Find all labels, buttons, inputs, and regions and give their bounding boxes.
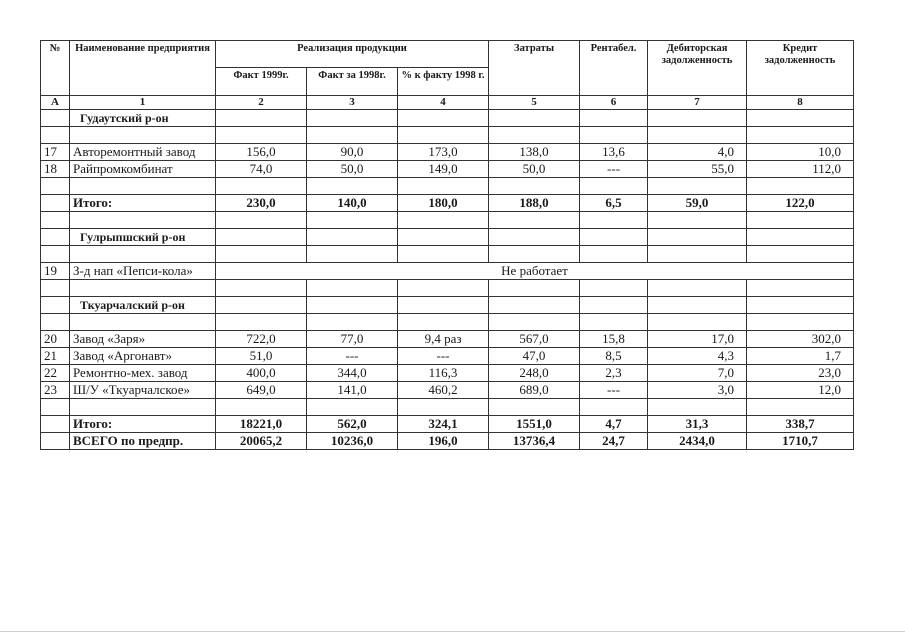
value-cell: 1,7 [747, 348, 854, 365]
value-cell: 15,8 [580, 331, 648, 348]
empty-cell [307, 212, 398, 229]
empty-cell [41, 127, 70, 144]
column-index-cell: 1 [70, 96, 216, 110]
total-label: Итого: [70, 195, 216, 212]
value-cell: 3,0 [648, 382, 747, 399]
col-fact1999-header: Факт 1999г. [216, 68, 307, 96]
report-table [40, 40, 854, 450]
value-cell: 59,0 [648, 195, 747, 212]
header-row-1 [41, 41, 854, 68]
row-number: 21 [41, 348, 70, 365]
column-index-cell: 4 [398, 96, 489, 110]
value-cell: 8,5 [580, 348, 648, 365]
value-cell: 2,3 [580, 365, 648, 382]
empty-cell [307, 127, 398, 144]
empty-cell [398, 246, 489, 263]
empty-cell [307, 229, 398, 246]
value-cell: 2434,0 [648, 433, 747, 450]
empty-cell [216, 399, 307, 416]
value-cell: 248,0 [489, 365, 580, 382]
empty-cell [580, 110, 648, 127]
value-cell: --- [580, 382, 648, 399]
value-cell: 338,7 [747, 416, 854, 433]
value-cell: 1551,0 [489, 416, 580, 433]
section-row [41, 110, 854, 127]
empty-cell [489, 399, 580, 416]
empty-cell [489, 297, 580, 314]
status-note: Не работает [216, 263, 854, 280]
empty-cell [398, 110, 489, 127]
empty-cell [216, 110, 307, 127]
value-cell: 188,0 [489, 195, 580, 212]
value-cell: 13736,4 [489, 433, 580, 450]
empty-cell [41, 229, 70, 246]
column-index-cell: 6 [580, 96, 648, 110]
value-cell: 9,4 раз [398, 331, 489, 348]
empty-cell [747, 314, 854, 331]
value-cell: --- [307, 348, 398, 365]
value-cell: 55,0 [648, 161, 747, 178]
total-row [41, 433, 854, 450]
empty-cell [747, 229, 854, 246]
section-name: Гудаутский р-он [70, 110, 216, 127]
blank-row [41, 246, 854, 263]
value-cell: 4,0 [648, 144, 747, 161]
page-edge [0, 631, 905, 632]
value-cell: 18221,0 [216, 416, 307, 433]
empty-cell [648, 212, 747, 229]
empty-cell [747, 246, 854, 263]
blank-row [41, 399, 854, 416]
empty-cell [70, 246, 216, 263]
col-debit-header: Дебиторская задолженность [648, 41, 747, 96]
enterprise-name: З-д нап «Пепси-кола» [70, 263, 216, 280]
table-row [41, 365, 854, 382]
value-cell: 20065,2 [216, 433, 307, 450]
table-row [41, 161, 854, 178]
empty-cell [41, 246, 70, 263]
empty-cell [216, 212, 307, 229]
enterprise-name: Ремонтно-мех. завод [70, 365, 216, 382]
total-label: ВСЕГО по предпр. [70, 433, 216, 450]
empty-cell [70, 399, 216, 416]
total-row [41, 195, 854, 212]
blank-row [41, 127, 854, 144]
col-costs-header: Затраты [489, 41, 580, 96]
column-index-cell: 7 [648, 96, 747, 110]
value-cell: 13,6 [580, 144, 648, 161]
value-cell: 10,0 [747, 144, 854, 161]
empty-cell [398, 280, 489, 297]
empty-cell [398, 399, 489, 416]
empty-cell [398, 212, 489, 229]
value-cell: 31,3 [648, 416, 747, 433]
empty-cell [580, 246, 648, 263]
value-cell: 460,2 [398, 382, 489, 399]
value-cell: 10236,0 [307, 433, 398, 450]
value-cell: 112,0 [747, 161, 854, 178]
value-cell: 77,0 [307, 331, 398, 348]
empty-cell [216, 229, 307, 246]
total-label: Итого: [70, 416, 216, 433]
empty-cell [41, 399, 70, 416]
empty-cell [398, 297, 489, 314]
value-cell: 689,0 [489, 382, 580, 399]
value-cell: 122,0 [747, 195, 854, 212]
empty-cell [747, 110, 854, 127]
section-row [41, 229, 854, 246]
empty-cell [648, 314, 747, 331]
empty-cell [747, 127, 854, 144]
value-cell: 138,0 [489, 144, 580, 161]
empty-cell [307, 314, 398, 331]
empty-cell [580, 314, 648, 331]
empty-cell [648, 110, 747, 127]
column-index-cell: 3 [307, 96, 398, 110]
enterprise-name: Ш/У «Ткуарчалское» [70, 382, 216, 399]
enterprise-name: Завод «Заря» [70, 331, 216, 348]
empty-cell [70, 314, 216, 331]
value-cell: 47,0 [489, 348, 580, 365]
empty-cell [41, 297, 70, 314]
blank-row [41, 314, 854, 331]
empty-cell [489, 127, 580, 144]
empty-cell [489, 110, 580, 127]
row-number [41, 195, 70, 212]
row-number [41, 433, 70, 450]
col-profit-header: Рентабел. [580, 41, 648, 96]
value-cell: 90,0 [307, 144, 398, 161]
empty-cell [216, 178, 307, 195]
empty-cell [216, 280, 307, 297]
value-cell: 141,0 [307, 382, 398, 399]
value-cell: 400,0 [216, 365, 307, 382]
col-fact1998-header: Факт за 1998г. [307, 68, 398, 96]
empty-cell [398, 178, 489, 195]
empty-cell [398, 314, 489, 331]
value-cell: 140,0 [307, 195, 398, 212]
col-no-header: № [41, 41, 70, 96]
value-cell: 24,7 [580, 433, 648, 450]
column-index-cell: 5 [489, 96, 580, 110]
empty-cell [489, 178, 580, 195]
empty-cell [216, 246, 307, 263]
empty-cell [580, 178, 648, 195]
empty-cell [747, 280, 854, 297]
value-cell: 50,0 [307, 161, 398, 178]
row-number: 22 [41, 365, 70, 382]
value-cell: 173,0 [398, 144, 489, 161]
empty-cell [580, 212, 648, 229]
value-cell: 50,0 [489, 161, 580, 178]
table-row [41, 144, 854, 161]
empty-cell [41, 280, 70, 297]
empty-cell [580, 280, 648, 297]
empty-cell [70, 178, 216, 195]
value-cell: 74,0 [216, 161, 307, 178]
value-cell: 4,3 [648, 348, 747, 365]
value-cell: 156,0 [216, 144, 307, 161]
empty-cell [648, 229, 747, 246]
value-cell: 649,0 [216, 382, 307, 399]
column-index-cell: 2 [216, 96, 307, 110]
empty-cell [489, 246, 580, 263]
value-cell: 344,0 [307, 365, 398, 382]
value-cell: 196,0 [398, 433, 489, 450]
empty-cell [307, 280, 398, 297]
empty-cell [580, 399, 648, 416]
empty-cell [580, 127, 648, 144]
empty-cell [216, 297, 307, 314]
table-row [41, 382, 854, 399]
row-number: 20 [41, 331, 70, 348]
empty-cell [307, 178, 398, 195]
enterprise-name: Райпромкомбинат [70, 161, 216, 178]
col-name-header: Наименование предприятия [70, 41, 216, 96]
value-cell: --- [398, 348, 489, 365]
value-cell: 324,1 [398, 416, 489, 433]
empty-cell [580, 297, 648, 314]
empty-cell [489, 212, 580, 229]
table-row [41, 348, 854, 365]
value-cell: 12,0 [747, 382, 854, 399]
column-index-cell: 8 [747, 96, 854, 110]
empty-cell [489, 280, 580, 297]
section-name: Ткуарчалский р-он [70, 297, 216, 314]
value-cell: 567,0 [489, 331, 580, 348]
enterprise-name: Завод «Аргонавт» [70, 348, 216, 365]
empty-cell [70, 212, 216, 229]
value-cell: --- [580, 161, 648, 178]
value-cell: 180,0 [398, 195, 489, 212]
blank-row [41, 212, 854, 229]
value-cell: 149,0 [398, 161, 489, 178]
value-cell: 116,3 [398, 365, 489, 382]
enterprise-name: Авторемонтный завод [70, 144, 216, 161]
value-cell: 562,0 [307, 416, 398, 433]
empty-cell [70, 127, 216, 144]
row-number: 23 [41, 382, 70, 399]
row-number: 18 [41, 161, 70, 178]
empty-cell [648, 127, 747, 144]
empty-cell [580, 229, 648, 246]
empty-cell [216, 127, 307, 144]
value-cell: 722,0 [216, 331, 307, 348]
blank-row [41, 178, 854, 195]
section-name: Гулрыпшский р-он [70, 229, 216, 246]
value-cell: 23,0 [747, 365, 854, 382]
value-cell: 4,7 [580, 416, 648, 433]
column-index-cell: А [41, 96, 70, 110]
section-row [41, 297, 854, 314]
empty-cell [41, 178, 70, 195]
empty-cell [41, 314, 70, 331]
row-number [41, 416, 70, 433]
empty-cell [307, 399, 398, 416]
empty-cell [747, 178, 854, 195]
empty-cell [648, 246, 747, 263]
row-number: 17 [41, 144, 70, 161]
col-pct-header: % к факту 1998 г. [398, 68, 489, 96]
empty-cell [747, 297, 854, 314]
empty-cell [216, 314, 307, 331]
empty-cell [648, 399, 747, 416]
empty-cell [747, 212, 854, 229]
value-cell: 6,5 [580, 195, 648, 212]
value-cell: 51,0 [216, 348, 307, 365]
value-cell: 7,0 [648, 365, 747, 382]
empty-cell [41, 212, 70, 229]
empty-cell [307, 297, 398, 314]
empty-cell [307, 110, 398, 127]
table-row [41, 263, 854, 280]
row-number: 19 [41, 263, 70, 280]
empty-cell [648, 178, 747, 195]
empty-cell [307, 246, 398, 263]
empty-cell [70, 280, 216, 297]
value-cell: 302,0 [747, 331, 854, 348]
empty-cell [398, 229, 489, 246]
empty-cell [648, 280, 747, 297]
faint-stamps [0, 566, 905, 596]
value-cell: 1710,7 [747, 433, 854, 450]
col-sales-header: Реализация продукции [216, 41, 489, 68]
empty-cell [489, 314, 580, 331]
table-row [41, 331, 854, 348]
col-credit-header: Кредит задолженность [747, 41, 854, 96]
value-cell: 230,0 [216, 195, 307, 212]
total-row [41, 416, 854, 433]
blank-row [41, 280, 854, 297]
empty-cell [648, 297, 747, 314]
empty-cell [489, 229, 580, 246]
column-index-row [41, 96, 854, 110]
empty-cell [41, 110, 70, 127]
empty-cell [747, 399, 854, 416]
empty-cell [398, 127, 489, 144]
value-cell: 17,0 [648, 331, 747, 348]
